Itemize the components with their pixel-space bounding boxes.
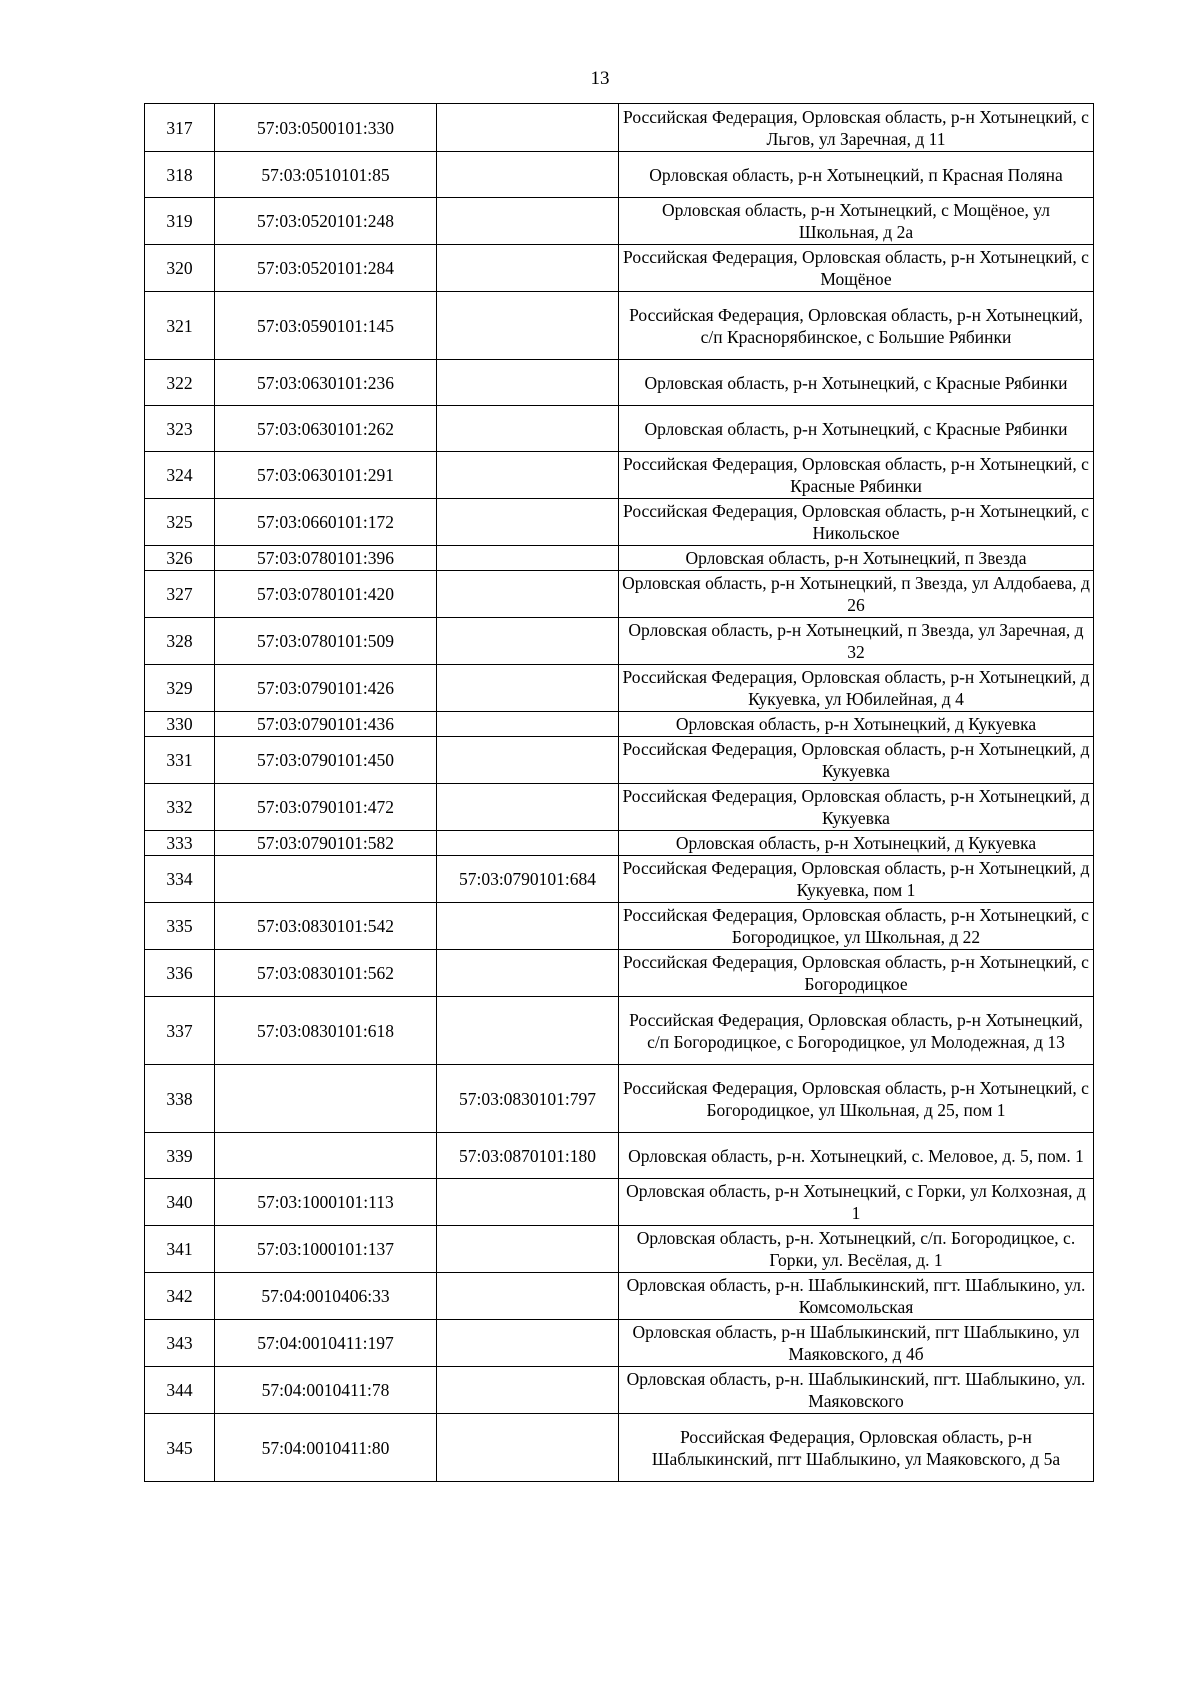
premises-cadastral-number-cell — [437, 360, 619, 406]
table-row — [145, 950, 1094, 997]
cadastral-number-cell — [215, 1133, 437, 1179]
address-cell: Российская Федерация, Орловская область, р-н Хотынецкий, д Кукуевка, ул Юбилейная, д 4 — [619, 665, 1094, 712]
cadastral-number-cell: 57:03:1000101:137 — [215, 1226, 437, 1273]
table-row — [145, 618, 1094, 665]
cadastral-number-cell: 57:03:0830101:562 — [215, 950, 437, 997]
premises-cadastral-number-cell: 57:03:0790101:684 — [437, 856, 619, 903]
premises-cadastral-number-cell — [437, 104, 619, 152]
premises-cadastral-number-cell — [437, 292, 619, 360]
table-row — [145, 1367, 1094, 1414]
row-number-cell: 328 — [145, 618, 215, 665]
row-number-cell: 336 — [145, 950, 215, 997]
row-number-cell: 320 — [145, 245, 215, 292]
cadastral-number-cell: 57:03:0630101:236 — [215, 360, 437, 406]
address-cell: Орловская область, р-н. Хотынецкий, с/п. Богородицкое, с. Горки, ул. Весёлая, д. 1 — [619, 1226, 1094, 1273]
row-number-cell: 323 — [145, 406, 215, 452]
premises-cadastral-number-cell — [437, 546, 619, 571]
cadastral-number-cell: 57:03:0830101:542 — [215, 903, 437, 950]
table-row — [145, 406, 1094, 452]
address-cell: Орловская область, р-н Хотынецкий, п Звезда, ул Заречная, д 32 — [619, 618, 1094, 665]
table-row — [145, 360, 1094, 406]
row-number-cell: 331 — [145, 737, 215, 784]
cadastral-number-cell — [215, 856, 437, 903]
row-number-cell: 329 — [145, 665, 215, 712]
address-cell: Орловская область, р-н Хотынецкий, с Красные Рябинки — [619, 406, 1094, 452]
row-number-cell: 321 — [145, 292, 215, 360]
cadastral-number-cell: 57:03:0780101:509 — [215, 618, 437, 665]
cadastral-number-cell: 57:03:0510101:85 — [215, 152, 437, 198]
cadastral-number-cell: 57:03:0790101:472 — [215, 784, 437, 831]
address-cell: Орловская область, р-н Хотынецкий, д Кукуевка — [619, 712, 1094, 737]
address-cell: Российская Федерация, Орловская область, р-н Хотынецкий, д Кукуевка — [619, 784, 1094, 831]
premises-cadastral-number-cell: 57:03:0870101:180 — [437, 1133, 619, 1179]
premises-cadastral-number-cell — [437, 571, 619, 618]
table-row — [145, 737, 1094, 784]
table-row — [145, 712, 1094, 737]
address-cell: Российская Федерация, Орловская область, р-н Хотынецкий, д Кукуевка, пом 1 — [619, 856, 1094, 903]
premises-cadastral-number-cell — [437, 784, 619, 831]
address-cell: Российская Федерация, Орловская область, р-н Хотынецкий, с Богородицкое, ул Школьная, д 22 — [619, 903, 1094, 950]
address-cell: Российская Федерация, Орловская область, р-н Хотынецкий, с Богородицкое, ул Школьная, д 25, пом 1 — [619, 1065, 1094, 1133]
cadastral-number-cell: 57:04:0010411:78 — [215, 1367, 437, 1414]
row-number-cell: 342 — [145, 1273, 215, 1320]
row-number-cell: 343 — [145, 1320, 215, 1367]
cadastral-number-cell: 57:04:0010411:80 — [215, 1414, 437, 1482]
table-row — [145, 198, 1094, 245]
address-cell: Орловская область, р-н. Хотынецкий, с. Меловое, д. 5, пом. 1 — [619, 1133, 1094, 1179]
table-row — [145, 292, 1094, 360]
table-row — [145, 104, 1094, 152]
address-cell: Орловская область, р-н Хотынецкий, п Звезда, ул Алдобаева, д 26 — [619, 571, 1094, 618]
row-number-cell: 325 — [145, 499, 215, 546]
row-number-cell: 339 — [145, 1133, 215, 1179]
address-cell: Российская Федерация, Орловская область, р-н Шаблыкинский, пгт Шаблыкино, ул Маяковского, д 5а — [619, 1414, 1094, 1482]
premises-cadastral-number-cell — [437, 152, 619, 198]
address-cell: Российская Федерация, Орловская область, р-н Хотынецкий, д Кукуевка — [619, 737, 1094, 784]
table-row — [145, 1065, 1094, 1133]
premises-cadastral-number-cell — [437, 665, 619, 712]
cadastral-number-cell: 57:03:0790101:426 — [215, 665, 437, 712]
address-cell: Орловская область, р-н Хотынецкий, с Красные Рябинки — [619, 360, 1094, 406]
cadastral-number-cell: 57:03:0790101:450 — [215, 737, 437, 784]
registry-table-body — [145, 104, 1094, 1482]
premises-cadastral-number-cell — [437, 1367, 619, 1414]
cadastral-number-cell: 57:03:0500101:330 — [215, 104, 437, 152]
row-number-cell: 340 — [145, 1179, 215, 1226]
premises-cadastral-number-cell — [437, 245, 619, 292]
page-number: 13 — [590, 68, 610, 89]
row-number-cell: 333 — [145, 831, 215, 856]
address-cell: Орловская область, р-н Хотынецкий, с Горки, ул Колхозная, д 1 — [619, 1179, 1094, 1226]
row-number-cell: 326 — [145, 546, 215, 571]
row-number-cell: 338 — [145, 1065, 215, 1133]
address-cell: Российская Федерация, Орловская область, р-н Хотынецкий, с Мощёное — [619, 245, 1094, 292]
premises-cadastral-number-cell — [437, 406, 619, 452]
row-number-cell: 332 — [145, 784, 215, 831]
address-cell: Орловская область, р-н Хотынецкий, д Кукуевка — [619, 831, 1094, 856]
row-number-cell: 341 — [145, 1226, 215, 1273]
cadastral-number-cell: 57:03:0790101:582 — [215, 831, 437, 856]
table-row — [145, 665, 1094, 712]
table-row — [145, 997, 1094, 1065]
address-cell: Российская Федерация, Орловская область, р-н Хотынецкий, с/п Богородицкое, с Богородицкое, ул Молодежная, д 13 — [619, 997, 1094, 1065]
premises-cadastral-number-cell — [437, 1226, 619, 1273]
cadastral-number-cell — [215, 1065, 437, 1133]
table-row — [145, 903, 1094, 950]
row-number-cell: 344 — [145, 1367, 215, 1414]
table-row — [145, 452, 1094, 499]
premises-cadastral-number-cell — [437, 618, 619, 665]
premises-cadastral-number-cell — [437, 950, 619, 997]
cadastral-number-cell: 57:04:0010406:33 — [215, 1273, 437, 1320]
premises-cadastral-number-cell — [437, 737, 619, 784]
premises-cadastral-number-cell — [437, 499, 619, 546]
address-cell: Российская Федерация, Орловская область, р-н Хотынецкий, с Красные Рябинки — [619, 452, 1094, 499]
table-row — [145, 1179, 1094, 1226]
table-row — [145, 1320, 1094, 1367]
table-row — [145, 571, 1094, 618]
premises-cadastral-number-cell — [437, 198, 619, 245]
row-number-cell: 324 — [145, 452, 215, 499]
row-number-cell: 335 — [145, 903, 215, 950]
premises-cadastral-number-cell — [437, 903, 619, 950]
cadastral-number-cell: 57:03:0790101:436 — [215, 712, 437, 737]
premises-cadastral-number-cell — [437, 452, 619, 499]
address-cell: Орловская область, р-н Хотынецкий, п Звезда — [619, 546, 1094, 571]
premises-cadastral-number-cell — [437, 712, 619, 737]
table-row — [145, 499, 1094, 546]
row-number-cell: 317 — [145, 104, 215, 152]
table-row — [145, 856, 1094, 903]
row-number-cell: 322 — [145, 360, 215, 406]
table-row — [145, 1414, 1094, 1482]
table-row — [145, 1226, 1094, 1273]
premises-cadastral-number-cell: 57:03:0830101:797 — [437, 1065, 619, 1133]
address-cell: Российская Федерация, Орловская область, р-н Хотынецкий, с/п Краснорябинское, с Большие Рябинки — [619, 292, 1094, 360]
registry-table — [144, 103, 1094, 1482]
address-cell: Орловская область, р-н Хотынецкий, с Мощёное, ул Школьная, д 2а — [619, 198, 1094, 245]
cadastral-number-cell: 57:03:0590101:145 — [215, 292, 437, 360]
table-row — [145, 784, 1094, 831]
address-cell: Орловская область, р-н Шаблыкинский, пгт Шаблыкино, ул Маяковского, д 4б — [619, 1320, 1094, 1367]
table-row — [145, 152, 1094, 198]
table-row — [145, 831, 1094, 856]
address-cell: Российская Федерация, Орловская область, р-н Хотынецкий, с Льгов, ул Заречная, д 11 — [619, 104, 1094, 152]
premises-cadastral-number-cell — [437, 1414, 619, 1482]
table-row — [145, 546, 1094, 571]
premises-cadastral-number-cell — [437, 997, 619, 1065]
row-number-cell: 318 — [145, 152, 215, 198]
cadastral-number-cell: 57:03:0660101:172 — [215, 499, 437, 546]
address-cell: Орловская область, р-н. Шаблыкинский, пгт. Шаблыкино, ул. Маяковского — [619, 1367, 1094, 1414]
table-row — [145, 1133, 1094, 1179]
row-number-cell: 345 — [145, 1414, 215, 1482]
row-number-cell: 334 — [145, 856, 215, 903]
cadastral-number-cell: 57:03:0520101:248 — [215, 198, 437, 245]
table-row — [145, 245, 1094, 292]
address-cell: Орловская область, р-н. Шаблыкинский, пгт. Шаблыкино, ул. Комсомольская — [619, 1273, 1094, 1320]
row-number-cell: 327 — [145, 571, 215, 618]
cadastral-number-cell: 57:03:1000101:113 — [215, 1179, 437, 1226]
cadastral-number-cell: 57:03:0520101:284 — [215, 245, 437, 292]
cadastral-number-cell: 57:03:0630101:262 — [215, 406, 437, 452]
address-cell: Российская Федерация, Орловская область, р-н Хотынецкий, с Богородицкое — [619, 950, 1094, 997]
row-number-cell: 337 — [145, 997, 215, 1065]
row-number-cell: 319 — [145, 198, 215, 245]
address-cell: Российская Федерация, Орловская область, р-н Хотынецкий, с Никольское — [619, 499, 1094, 546]
address-cell: Орловская область, р-н Хотынецкий, п Красная Поляна — [619, 152, 1094, 198]
premises-cadastral-number-cell — [437, 1320, 619, 1367]
premises-cadastral-number-cell — [437, 1179, 619, 1226]
cadastral-number-cell: 57:03:0630101:291 — [215, 452, 437, 499]
cadastral-number-cell: 57:03:0780101:420 — [215, 571, 437, 618]
cadastral-number-cell: 57:03:0780101:396 — [215, 546, 437, 571]
premises-cadastral-number-cell — [437, 1273, 619, 1320]
row-number-cell: 330 — [145, 712, 215, 737]
cadastral-number-cell: 57:04:0010411:197 — [215, 1320, 437, 1367]
premises-cadastral-number-cell — [437, 831, 619, 856]
table-row — [145, 1273, 1094, 1320]
cadastral-number-cell: 57:03:0830101:618 — [215, 997, 437, 1065]
